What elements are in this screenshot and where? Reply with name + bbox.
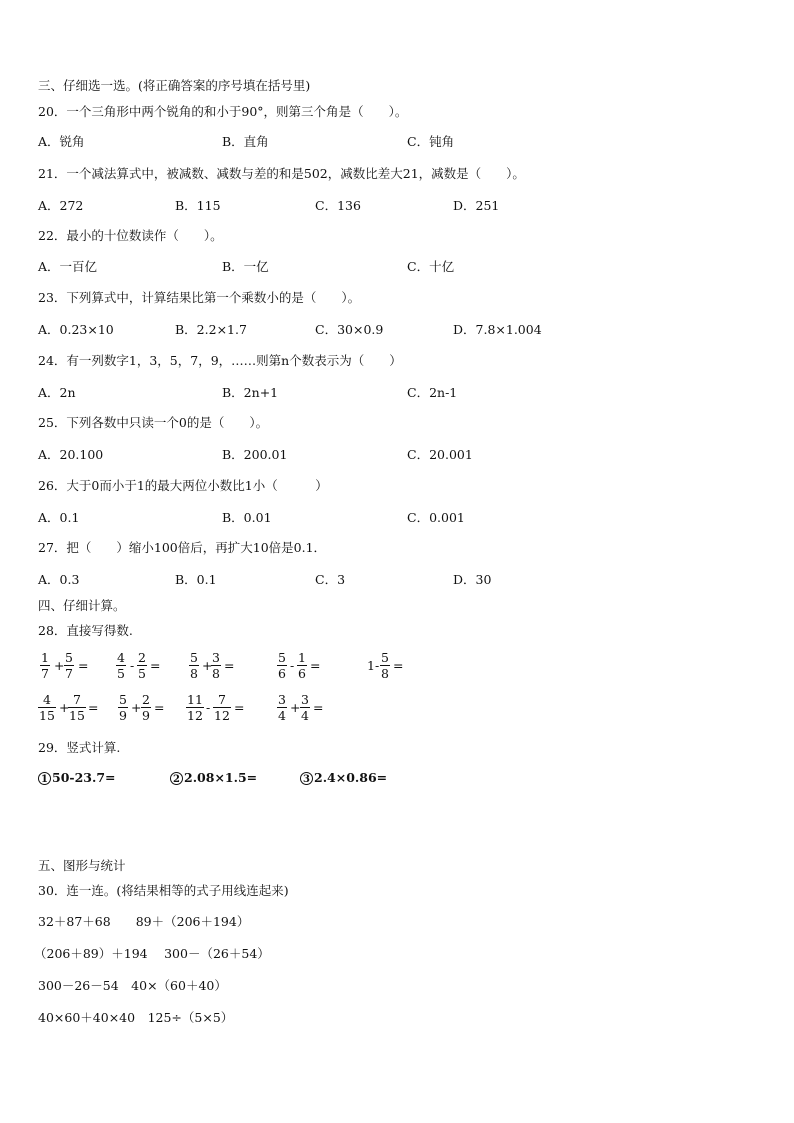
fraction: 1 7 bbox=[41, 650, 49, 681]
equals: = bbox=[224, 658, 235, 673]
fraction: 4 5 bbox=[117, 650, 125, 681]
q20-option-a: A．锐角 bbox=[38, 134, 85, 149]
q22-option-b: B．一亿 bbox=[222, 259, 269, 274]
fraction: 7 12 bbox=[214, 692, 230, 723]
fraction: 2 5 bbox=[138, 650, 146, 681]
q23-option-b: B．2.2×1.7 bbox=[175, 322, 247, 337]
q27-option-a: A．0.3 bbox=[38, 572, 80, 587]
prefix: 1- bbox=[367, 658, 380, 673]
q21-option-a: A．272 bbox=[38, 198, 84, 213]
equals: = bbox=[78, 658, 89, 673]
q22-option-c: C．十亿 bbox=[407, 259, 455, 274]
q24-option-c: C．2n-1 bbox=[407, 385, 458, 400]
q20-option-c: C．钝角 bbox=[407, 134, 455, 149]
fraction: 4 15 bbox=[39, 692, 55, 723]
operator: + bbox=[202, 658, 213, 673]
q26-option-a: A．0.1 bbox=[38, 510, 80, 525]
q21-option-c: C．136 bbox=[315, 198, 361, 213]
circled-number-1: 1 bbox=[38, 772, 51, 785]
fraction: 5 7 bbox=[65, 650, 73, 681]
fraction: 3 4 bbox=[301, 692, 309, 723]
q29-item-1: 1 50-23.7= bbox=[38, 770, 116, 786]
q25-option-b: B．200.01 bbox=[222, 447, 288, 462]
q30-line-1: 32＋87＋68 89＋（206＋194） bbox=[38, 914, 250, 929]
fraction: 1 6 bbox=[298, 650, 306, 681]
operator: + bbox=[290, 700, 301, 715]
q30-line-2: （206＋89）＋194 300－（26＋54） bbox=[34, 946, 270, 961]
q27-option-d: D．30 bbox=[453, 572, 492, 587]
q26-option-c: C．0.001 bbox=[407, 510, 465, 525]
fraction: 5 8 bbox=[381, 650, 389, 681]
section-3-title: 三、仔细选一选。(将正确答案的序号填在括号里) bbox=[38, 78, 311, 93]
section-4-title: 四、仔细计算。 bbox=[38, 598, 126, 613]
q22-option-a: A．一百亿 bbox=[38, 259, 98, 274]
q26-option-b: B．0.01 bbox=[222, 510, 272, 525]
operator: + bbox=[54, 658, 65, 673]
fraction: 5 6 bbox=[278, 650, 286, 681]
fraction: 2 9 bbox=[142, 692, 150, 723]
q23-option-c: C．30×0.9 bbox=[315, 322, 384, 337]
question-30-stem: 30．连一连。(将结果相等的式子用线连起来) bbox=[38, 883, 289, 898]
question-26-stem: 26．大于0而小于1的最大两位小数比1小（ ） bbox=[38, 478, 328, 493]
fraction: 7 15 bbox=[69, 692, 85, 723]
operator: - bbox=[130, 658, 135, 673]
question-25-stem: 25．下列各数中只读一个0的是（ ）。 bbox=[38, 415, 269, 430]
fraction: 3 8 bbox=[212, 650, 220, 681]
equals: = bbox=[154, 700, 165, 715]
question-28-stem: 28．直接写得数. bbox=[38, 623, 133, 638]
circled-number-2: 2 bbox=[170, 772, 183, 785]
q25-option-a: A．20.100 bbox=[38, 447, 104, 462]
q24-option-a: A．2n bbox=[38, 385, 76, 400]
fraction: 5 8 bbox=[190, 650, 198, 681]
q27-option-c: C．3 bbox=[315, 572, 346, 587]
q24-option-b: B．2n+1 bbox=[222, 385, 279, 400]
fraction: 11 12 bbox=[187, 692, 203, 723]
equals: = bbox=[150, 658, 161, 673]
operator: + bbox=[59, 700, 70, 715]
operator: - bbox=[206, 700, 211, 715]
q23-option-d: D．7.8×1.004 bbox=[453, 322, 542, 337]
question-27-stem: 27．把（ ）缩小100倍后，再扩大10倍是0.1． bbox=[38, 540, 327, 555]
q29-item-3: 3 2.4×0.86= bbox=[300, 770, 387, 786]
q21-option-d: D．251 bbox=[453, 198, 500, 213]
q30-line-4: 40×60＋40×40 125÷（5×5） bbox=[38, 1010, 234, 1025]
circled-number-3: 3 bbox=[300, 772, 313, 785]
operator: + bbox=[131, 700, 142, 715]
operator: - bbox=[290, 658, 295, 673]
fraction: 3 4 bbox=[278, 692, 286, 723]
section-5-title: 五、图形与统计 bbox=[38, 858, 126, 873]
q25-option-c: C．20.001 bbox=[407, 447, 473, 462]
question-29-stem: 29．竖式计算. bbox=[38, 740, 121, 755]
q30-line-3: 300－26－54 40×（60＋40） bbox=[38, 978, 227, 993]
q21-option-b: B．115 bbox=[175, 198, 221, 213]
question-22-stem: 22．最小的十位数读作（ ）。 bbox=[38, 228, 223, 243]
question-23-stem: 23．下列算式中，计算结果比第一个乘数小的是（ ）。 bbox=[38, 290, 361, 305]
equals: = bbox=[313, 700, 324, 715]
fraction: 5 9 bbox=[119, 692, 127, 723]
equals: = bbox=[393, 658, 404, 673]
q23-option-a: A．0.23×10 bbox=[38, 322, 114, 337]
question-21-stem: 21．一个减法算式中，被减数、减数与差的和是502，减数比差大21，减数是（ ）。 bbox=[38, 166, 525, 181]
equals: = bbox=[88, 700, 99, 715]
question-24-stem: 24．有一列数字1，3，5，7，9，……则第n个数表示为（ ） bbox=[38, 353, 402, 368]
question-20-stem: 20．一个三角形中两个锐角的和小于90°，则第三个角是（ ）。 bbox=[38, 104, 408, 119]
q20-option-b: B．直角 bbox=[222, 134, 269, 149]
equals: = bbox=[310, 658, 321, 673]
q27-option-b: B．0.1 bbox=[175, 572, 217, 587]
equals: = bbox=[234, 700, 245, 715]
q29-item-2: 2 2.08×1.5= bbox=[170, 770, 257, 786]
